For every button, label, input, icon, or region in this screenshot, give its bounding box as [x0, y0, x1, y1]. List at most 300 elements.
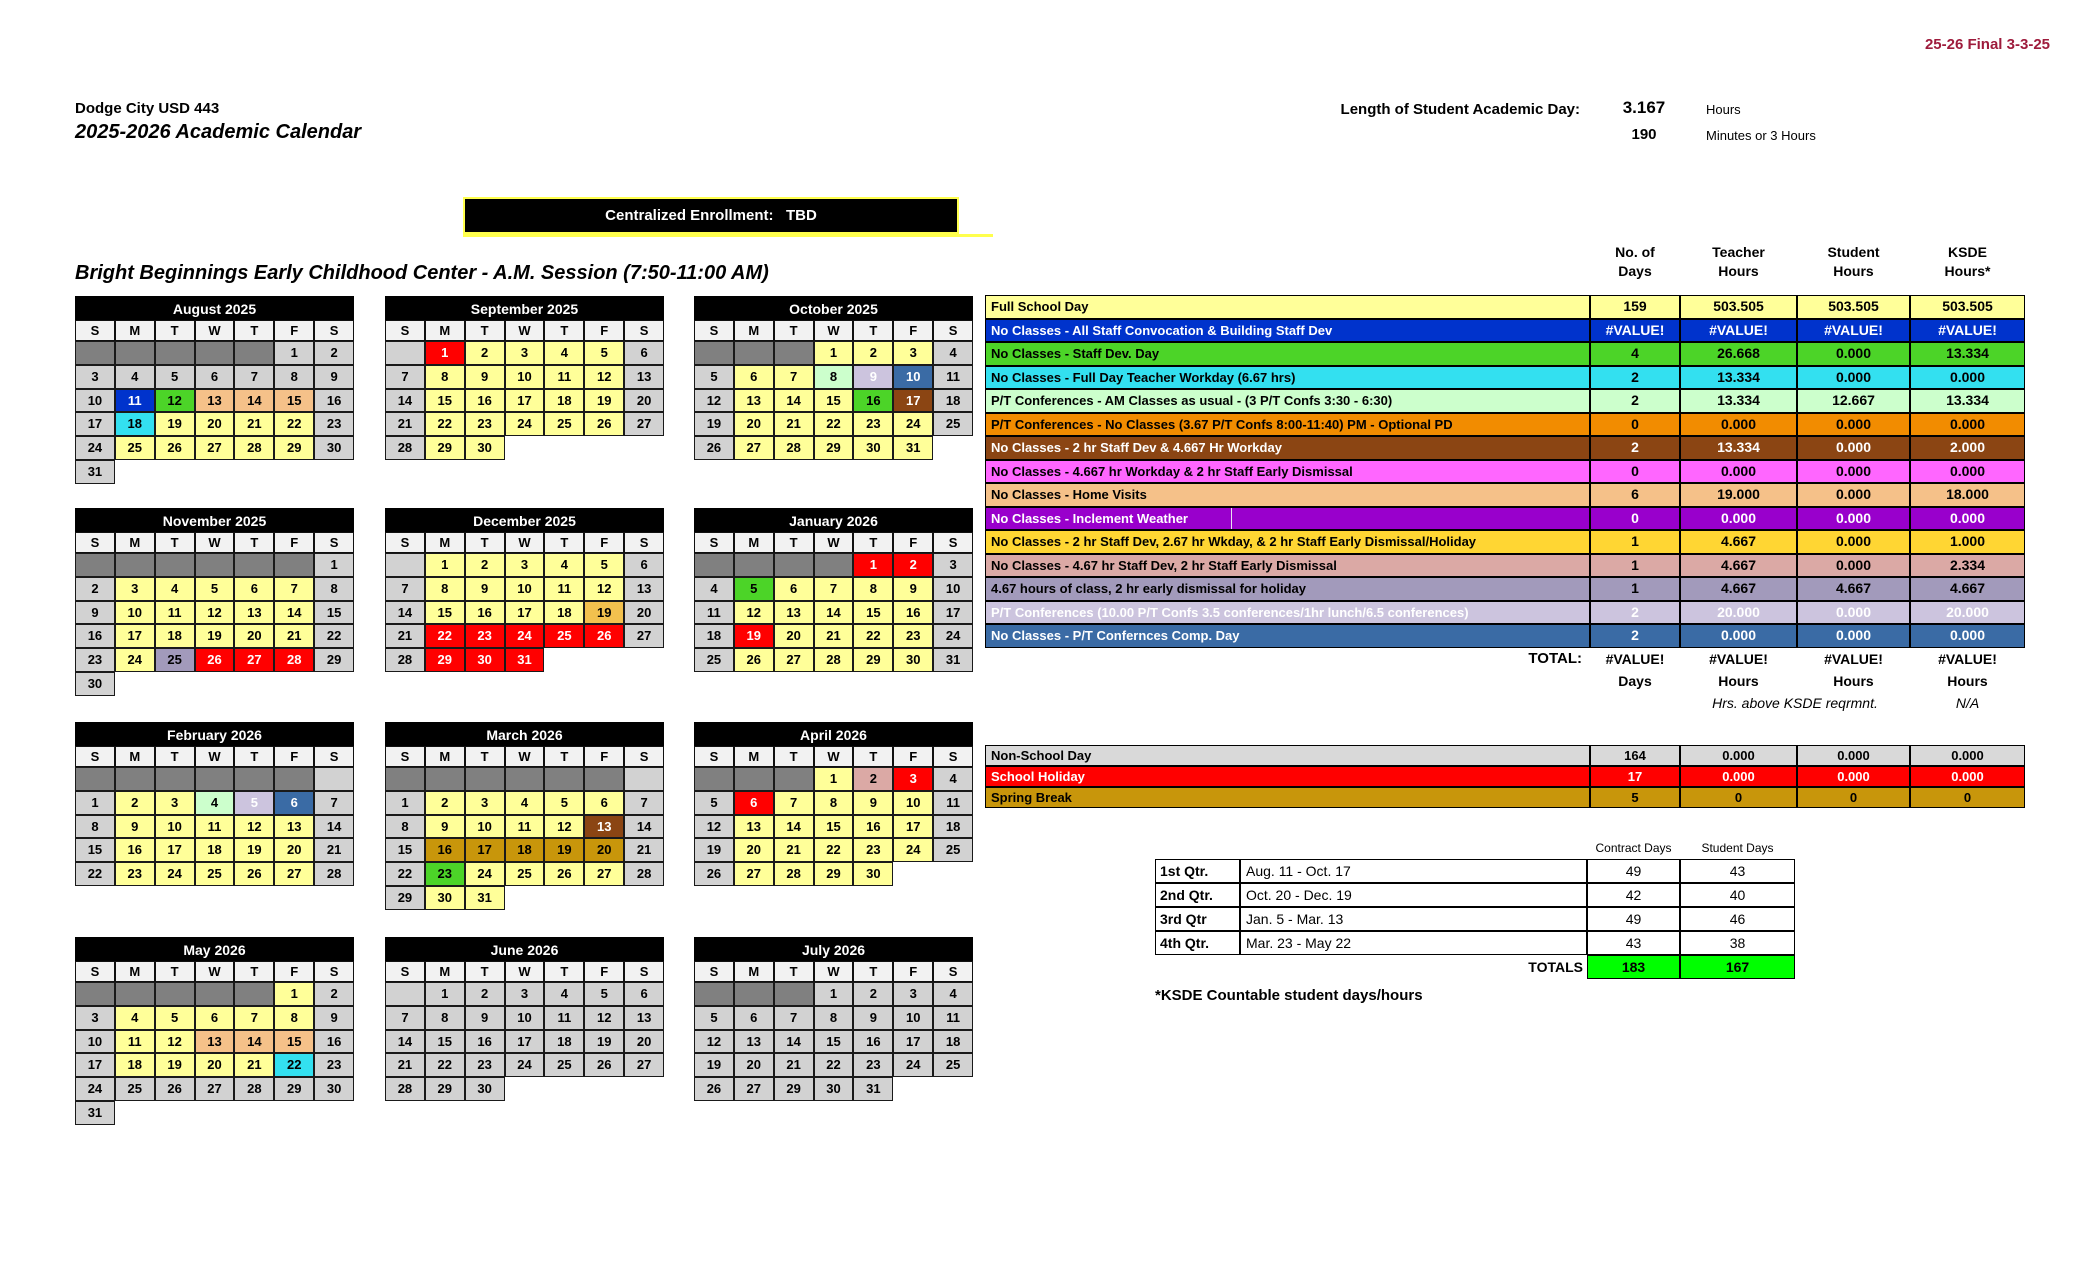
- calendar-empty-cell: [75, 553, 115, 577]
- calendar-day-cell: 14: [234, 1030, 274, 1054]
- calendar-day-cell: 11: [933, 1006, 973, 1030]
- weekday-header: S: [314, 532, 354, 553]
- calendar-day-cell: 26: [234, 862, 274, 886]
- calendar-day-cell: 18: [694, 624, 734, 648]
- calendar-day-cell: 30: [893, 648, 933, 672]
- calendar-day-cell: 10: [465, 815, 505, 839]
- legend-value: #VALUE!: [1590, 319, 1680, 343]
- calendar-day-cell: 10: [75, 389, 115, 413]
- calendar-day-cell: 8: [853, 577, 893, 601]
- calendar-day-cell: 11: [933, 791, 973, 815]
- calendar-day-cell: 2: [465, 341, 505, 365]
- legend-value: 0.000: [1797, 483, 1910, 507]
- calendar-day-cell: 15: [274, 389, 314, 413]
- weekday-header: M: [734, 320, 774, 341]
- calendar-day-cell: 16: [465, 601, 505, 625]
- calendar-day-cell: 3: [505, 341, 545, 365]
- calendar-day-cell: 16: [853, 815, 893, 839]
- weekday-header: T: [774, 532, 814, 553]
- calendar-day-cell: 22: [814, 412, 854, 436]
- calendar-day-cell: 18: [544, 1030, 584, 1054]
- totals-contract-days: 183: [1587, 955, 1680, 979]
- calendar-day-cell: 23: [425, 862, 465, 886]
- weekday-header: T: [853, 320, 893, 341]
- calendar-day-cell: 3: [893, 982, 933, 1006]
- calendar-day-cell: 23: [465, 412, 505, 436]
- summary-row: [985, 766, 2025, 787]
- legend-value: 0.000: [1910, 507, 2025, 531]
- calendar-day-cell: 17: [933, 601, 973, 625]
- legend-value: 19.000: [1680, 483, 1797, 507]
- calendar-day-cell: 23: [465, 624, 505, 648]
- calendar-day-cell: 8: [814, 791, 854, 815]
- calendar-day-cell: 26: [584, 412, 624, 436]
- calendar-day-cell: 29: [853, 648, 893, 672]
- summary-value: 0.000: [1797, 745, 1910, 766]
- legend-label: No Classes - 2 hr Staff Dev & 4.667 Hr Workday: [985, 436, 1590, 460]
- calendar-day-cell: 3: [893, 767, 933, 791]
- month-title: June 2026: [385, 937, 664, 961]
- calendar-day-cell: 27: [195, 436, 235, 460]
- calendar-day-cell: 4: [155, 577, 195, 601]
- calendar-day-cell: 27: [624, 1053, 664, 1077]
- calendar-empty-cell: [425, 767, 465, 791]
- weekday-header: W: [195, 961, 235, 982]
- calendar-day-cell: 26: [694, 436, 734, 460]
- calendar-day-cell: 17: [893, 1030, 933, 1054]
- legend-value: 159: [1590, 295, 1680, 319]
- calendar-empty-cell: [234, 341, 274, 365]
- calendar-day-cell: 25: [115, 1077, 155, 1101]
- weekday-header: M: [734, 532, 774, 553]
- calendar-day-cell: 29: [425, 1077, 465, 1101]
- legend-column-header: KSDE Hours*: [1944, 244, 1991, 279]
- summary-value: 17: [1590, 766, 1680, 787]
- calendar-day-cell: 8: [274, 1006, 314, 1030]
- calendar-day-cell: 5: [694, 365, 734, 389]
- calendar-day-cell: 21: [385, 412, 425, 436]
- calendar-day-cell: 23: [314, 1053, 354, 1077]
- legend-row: [985, 460, 2025, 484]
- quarter-student-days: 40: [1680, 883, 1795, 907]
- calendar-day-cell: 12: [544, 815, 584, 839]
- calendar-day-cell: 28: [385, 648, 425, 672]
- calendar-day-cell: 8: [425, 365, 465, 389]
- calendar-day-cell: 27: [195, 1077, 235, 1101]
- legend-value: 0.000: [1797, 507, 1910, 531]
- calendar-day-cell: 17: [505, 1030, 545, 1054]
- calendar-day-cell: 18: [933, 815, 973, 839]
- calendar-empty-cell: [195, 553, 235, 577]
- legend-value: 0: [1590, 413, 1680, 437]
- calendar-day-cell: 18: [544, 601, 584, 625]
- legend-label: No Classes - Inclement Weather: [985, 507, 1590, 531]
- calendar-day-cell: 29: [274, 436, 314, 460]
- calendar-day-cell: 12: [734, 601, 774, 625]
- calendar-day-cell: 20: [624, 601, 664, 625]
- weekday-header: T: [234, 320, 274, 341]
- calendar-day-cell: 6: [734, 365, 774, 389]
- calendar-day-cell: 20: [195, 1053, 235, 1077]
- legend-value: 503.505: [1680, 295, 1797, 319]
- quarter-label: 4th Qtr.: [1155, 931, 1240, 955]
- quarter-row: [1155, 859, 1795, 883]
- calendar-day-cell: 13: [624, 1006, 664, 1030]
- calendar-day-cell: 15: [274, 1030, 314, 1054]
- legend-value: 0.000: [1680, 507, 1797, 531]
- calendar-day-cell: 1: [274, 982, 314, 1006]
- weekday-header: S: [314, 961, 354, 982]
- calendar-day-cell: 4: [115, 1006, 155, 1030]
- calendar-day-cell: 5: [234, 791, 274, 815]
- calendar-day-cell: 26: [584, 624, 624, 648]
- legend-value: 2: [1590, 624, 1680, 648]
- calendar-day-cell: 12: [694, 1030, 734, 1054]
- calendar-day-cell: 28: [774, 436, 814, 460]
- calendar-empty-cell: [155, 553, 195, 577]
- weekday-header: T: [853, 746, 893, 767]
- legend-value: 1: [1590, 554, 1680, 578]
- calendar-day-cell: 23: [75, 648, 115, 672]
- month-calendars-grid: [75, 296, 1065, 1166]
- legend-total-unit: Days: [1618, 673, 1652, 689]
- legend-value: 13.334: [1910, 389, 2025, 413]
- calendar-day-cell: 14: [385, 389, 425, 413]
- quarter-column-header: Contract Days: [1595, 841, 1672, 855]
- quarter-column-headers: [1587, 841, 1795, 855]
- calendar-day-cell: 26: [544, 862, 584, 886]
- calendar-day-cell: 2: [115, 791, 155, 815]
- calendar-day-cell: 25: [933, 838, 973, 862]
- calendar-empty-cell: [314, 767, 354, 791]
- legend-row: [985, 389, 2025, 413]
- summary-value: 0.000: [1680, 766, 1797, 787]
- calendar-day-cell: 4: [544, 982, 584, 1006]
- calendar-day-cell: 17: [75, 412, 115, 436]
- quarter-contract-days: 42: [1587, 883, 1680, 907]
- calendar-day-cell: 10: [505, 365, 545, 389]
- calendar-day-cell: 25: [544, 412, 584, 436]
- calendar-day-cell: 18: [933, 389, 973, 413]
- calendar-day-cell: 24: [893, 838, 933, 862]
- calendar-day-cell: 9: [425, 815, 465, 839]
- calendar-day-cell: 13: [195, 389, 235, 413]
- calendar-day-cell: 16: [75, 624, 115, 648]
- legend-total-unit: Hours: [1833, 673, 1874, 689]
- calendar-empty-cell: [274, 767, 314, 791]
- calendar-day-cell: 30: [425, 886, 465, 910]
- weekday-header: F: [584, 961, 624, 982]
- calendar-day-cell: 15: [75, 838, 115, 862]
- calendar-day-cell: 7: [274, 577, 314, 601]
- weekday-header: S: [75, 961, 115, 982]
- calendar-day-cell: 30: [75, 672, 115, 696]
- calendar-day-cell: 12: [584, 577, 624, 601]
- calendar-day-cell: 21: [774, 1053, 814, 1077]
- month-title: November 2025: [75, 508, 354, 532]
- calendar-day-cell: 25: [505, 862, 545, 886]
- calendar-empty-cell: [195, 982, 235, 1006]
- academic-day-minutes-unit: Minutes or 3 Hours: [1706, 128, 1816, 143]
- legend-value: 1: [1590, 530, 1680, 554]
- legend-value: 13.334: [1680, 366, 1797, 390]
- calendar-day-cell: 9: [853, 365, 893, 389]
- calendar-day-cell: 24: [893, 1053, 933, 1077]
- calendar-day-cell: 12: [694, 389, 734, 413]
- calendar-day-cell: 17: [155, 838, 195, 862]
- month-calendar: [385, 937, 664, 1101]
- calendar-day-cell: 23: [893, 624, 933, 648]
- calendar-day-cell: 3: [465, 791, 505, 815]
- calendar-day-cell: 16: [465, 1030, 505, 1054]
- calendar-empty-cell: [115, 767, 155, 791]
- calendar-day-cell: 7: [385, 577, 425, 601]
- calendar-day-cell: 19: [584, 601, 624, 625]
- calendar-empty-cell: [385, 767, 425, 791]
- weekday-header: W: [814, 746, 854, 767]
- calendar-day-cell: 14: [234, 389, 274, 413]
- month-calendar: [694, 508, 973, 672]
- quarter-date-range: Jan. 5 - Mar. 13: [1240, 907, 1587, 931]
- calendar-day-cell: 31: [505, 648, 545, 672]
- weekday-header: T: [774, 746, 814, 767]
- legend-total-unit: Hours: [1947, 673, 1988, 689]
- academic-day-minutes-value: 190: [1631, 126, 1657, 143]
- calendar-day-cell: 22: [314, 624, 354, 648]
- calendar-day-cell: 30: [853, 436, 893, 460]
- calendar-day-cell: 25: [155, 648, 195, 672]
- calendar-empty-cell: [734, 341, 774, 365]
- month-title: January 2026: [694, 508, 973, 532]
- calendar-day-cell: 7: [385, 365, 425, 389]
- calendar-day-cell: 25: [933, 1053, 973, 1077]
- calendar-day-cell: 15: [814, 815, 854, 839]
- calendar-day-cell: 19: [584, 1030, 624, 1054]
- legend-row: [985, 577, 2025, 601]
- calendar-empty-cell: [274, 553, 314, 577]
- quarter-contract-days: 43: [1587, 931, 1680, 955]
- calendar-day-cell: 15: [814, 389, 854, 413]
- calendar-day-cell: 24: [933, 624, 973, 648]
- weekday-header: M: [115, 746, 155, 767]
- calendar-day-cell: 27: [234, 648, 274, 672]
- weekday-header: W: [505, 961, 545, 982]
- calendar-empty-cell: [234, 553, 274, 577]
- calendar-empty-cell: [694, 767, 734, 791]
- legend-label: P/T Conferences - AM Classes as usual - (3 P/T Confs 3:30 - 6:30): [985, 389, 1590, 413]
- legend-value: 13.334: [1680, 436, 1797, 460]
- legend-value: 4.667: [1910, 577, 2025, 601]
- weekday-header: M: [115, 961, 155, 982]
- legend-value: 0.000: [1797, 530, 1910, 554]
- weekday-header: W: [195, 532, 235, 553]
- legend-label: No Classes - P/T Confernces Comp. Day: [985, 624, 1590, 648]
- calendar-day-cell: 19: [155, 412, 195, 436]
- calendar-day-cell: 17: [505, 601, 545, 625]
- legend-value: 4.667: [1680, 530, 1797, 554]
- legend-label: Full School Day: [985, 295, 1590, 319]
- legend-value: 0.000: [1680, 624, 1797, 648]
- calendar-day-cell: 7: [234, 365, 274, 389]
- calendar-day-cell: 9: [75, 601, 115, 625]
- calendar-day-cell: 22: [385, 862, 425, 886]
- calendar-day-cell: 26: [155, 1077, 195, 1101]
- calendar-empty-cell: [155, 341, 195, 365]
- weekday-header: S: [75, 532, 115, 553]
- calendar-day-cell: 22: [425, 1053, 465, 1077]
- calendar-day-cell: 25: [694, 648, 734, 672]
- calendar-day-cell: 13: [734, 1030, 774, 1054]
- calendar-day-cell: 11: [115, 389, 155, 413]
- calendar-day-cell: 27: [584, 862, 624, 886]
- month-calendar: [694, 937, 973, 1101]
- calendar-day-cell: 2: [75, 577, 115, 601]
- calendar-empty-cell: [584, 767, 624, 791]
- summary-label: Spring Break: [985, 787, 1590, 808]
- legend-label: No Classes - 2 hr Staff Dev, 2.67 hr Wkday, & 2 hr Staff Early Dismissal/Holiday: [985, 530, 1590, 554]
- calendar-day-cell: 9: [853, 791, 893, 815]
- calendar-day-cell: 1: [853, 553, 893, 577]
- legend-value: 0.000: [1797, 460, 1910, 484]
- legend-row: [985, 601, 2025, 625]
- legend-value: 13.334: [1910, 342, 2025, 366]
- calendar-day-cell: 2: [853, 982, 893, 1006]
- calendar-day-cell: 29: [274, 1077, 314, 1101]
- weekday-header: S: [694, 746, 734, 767]
- academic-day-hours-value: 3.167: [1622, 98, 1666, 117]
- summary-value: 0.000: [1910, 766, 2025, 787]
- legend-label: P/T Conferences - No Classes (3.67 P/T Confs 8:00-11:40) PM - Optional PD: [985, 413, 1590, 437]
- calendar-day-cell: 20: [734, 1053, 774, 1077]
- calendar-day-cell: 16: [115, 838, 155, 862]
- calendar-day-cell: 21: [234, 1053, 274, 1077]
- calendar-empty-cell: [234, 767, 274, 791]
- calendar-day-cell: 19: [584, 389, 624, 413]
- calendar-day-cell: 26: [694, 1077, 734, 1101]
- calendar-day-cell: 21: [385, 1053, 425, 1077]
- legend-label: No Classes - Staff Dev. Day: [985, 342, 1590, 366]
- calendar-day-cell: 11: [694, 601, 734, 625]
- calendar-day-cell: 28: [234, 436, 274, 460]
- calendar-day-cell: 22: [274, 412, 314, 436]
- calendar-day-cell: 21: [274, 624, 314, 648]
- calendar-day-cell: 12: [584, 365, 624, 389]
- weekday-header: T: [155, 532, 195, 553]
- calendar-day-cell: 21: [624, 838, 664, 862]
- centralized-enrollment-box: Centralized Enrollment: TBD: [463, 197, 959, 234]
- legend-column-header: Teacher Hours: [1712, 244, 1765, 279]
- month-calendar: [385, 296, 664, 460]
- calendar-empty-cell: [505, 767, 545, 791]
- month-title: April 2026: [694, 722, 973, 746]
- calendar-day-cell: 22: [814, 1053, 854, 1077]
- calendar-empty-cell: [115, 982, 155, 1006]
- calendar-day-cell: 11: [155, 601, 195, 625]
- calendar-day-cell: 21: [774, 838, 814, 862]
- calendar-day-cell: 31: [465, 886, 505, 910]
- legend-value: 13.334: [1680, 389, 1797, 413]
- calendar-day-cell: 16: [853, 1030, 893, 1054]
- calendar-day-cell: 5: [155, 1006, 195, 1030]
- quarter-label: 3rd Qtr: [1155, 907, 1240, 931]
- weekday-header: T: [465, 746, 505, 767]
- weekday-header: T: [853, 961, 893, 982]
- calendar-day-cell: 25: [115, 436, 155, 460]
- summary-value: 0.000: [1797, 766, 1910, 787]
- month-calendar: [385, 508, 664, 672]
- calendar-empty-cell: [734, 982, 774, 1006]
- calendar-day-cell: 19: [694, 1053, 734, 1077]
- calendar-day-cell: 19: [694, 412, 734, 436]
- calendar-day-cell: 13: [234, 601, 274, 625]
- calendar-day-cell: 31: [853, 1077, 893, 1101]
- totals-student-days: 167: [1680, 955, 1795, 979]
- calendar-day-cell: 6: [195, 365, 235, 389]
- month-title: July 2026: [694, 937, 973, 961]
- calendar-day-cell: 23: [314, 412, 354, 436]
- legend-label: P/T Conferences (10.00 P/T Confs 3.5 conferences/1hr lunch/6.5 conferences): [985, 601, 1590, 625]
- calendar-day-cell: 5: [694, 1006, 734, 1030]
- calendar-day-cell: 22: [425, 412, 465, 436]
- academic-day-hours-unit: Hours: [1706, 102, 1741, 117]
- quarter-column-header: Student Days: [1701, 841, 1774, 855]
- legend-total-value: #VALUE!: [1709, 651, 1768, 667]
- calendar-day-cell: 10: [155, 815, 195, 839]
- legend-value: 0.000: [1797, 366, 1910, 390]
- calendar-day-cell: 30: [465, 648, 505, 672]
- calendar-day-cell: 17: [465, 838, 505, 862]
- weekday-header: S: [314, 320, 354, 341]
- calendar-day-cell: 22: [853, 624, 893, 648]
- legend-value: 503.505: [1797, 295, 1910, 319]
- calendar-day-cell: 8: [814, 365, 854, 389]
- calendar-day-cell: 20: [734, 412, 774, 436]
- calendar-day-cell: 4: [933, 341, 973, 365]
- calendar-day-cell: 30: [465, 1077, 505, 1101]
- calendar-day-cell: 31: [893, 436, 933, 460]
- calendar-day-cell: 16: [853, 389, 893, 413]
- legend-value: 4.667: [1797, 577, 1910, 601]
- weekday-header: S: [933, 320, 973, 341]
- legend-value: 26.668: [1680, 342, 1797, 366]
- calendar-day-cell: 10: [893, 791, 933, 815]
- calendar-day-cell: 15: [314, 601, 354, 625]
- calendar-day-cell: 7: [774, 1006, 814, 1030]
- weekday-header: T: [544, 532, 584, 553]
- legend-label: No Classes - All Staff Convocation & Building Staff Dev: [985, 319, 1590, 343]
- calendar-empty-cell: [734, 553, 774, 577]
- enrollment-box-underline: [463, 234, 993, 237]
- weekday-header: F: [274, 961, 314, 982]
- weekday-header: T: [234, 746, 274, 767]
- legend-column-header: Student Hours: [1827, 244, 1880, 279]
- calendar-day-cell: 3: [75, 1006, 115, 1030]
- calendar-day-cell: 18: [115, 412, 155, 436]
- calendar-day-cell: 1: [814, 341, 854, 365]
- legend-label: 4.67 hours of class, 2 hr early dismissal for holiday: [985, 577, 1590, 601]
- calendar-day-cell: 6: [274, 791, 314, 815]
- calendar-day-cell: 20: [195, 412, 235, 436]
- calendar-day-cell: 9: [465, 577, 505, 601]
- legend-value: 20.000: [1680, 601, 1797, 625]
- legend-value: 2.000: [1910, 436, 2025, 460]
- weekday-header: S: [694, 961, 734, 982]
- calendar-day-cell: 11: [544, 577, 584, 601]
- calendar-day-cell: 16: [893, 601, 933, 625]
- calendar-day-cell: 14: [385, 1030, 425, 1054]
- calendar-day-cell: 20: [584, 838, 624, 862]
- calendar-day-cell: 30: [814, 1077, 854, 1101]
